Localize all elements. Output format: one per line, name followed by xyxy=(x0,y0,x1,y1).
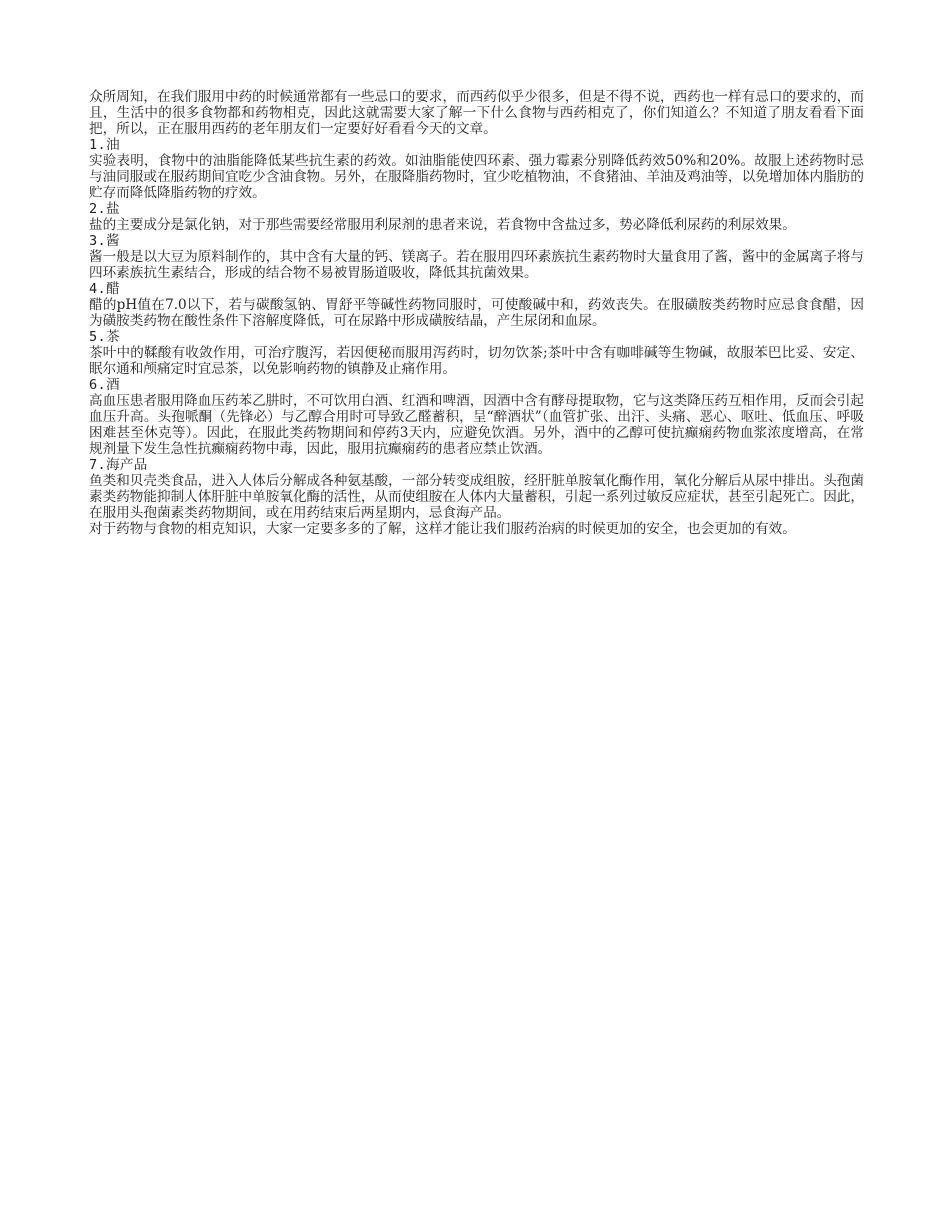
section-heading: 1.油 xyxy=(89,137,120,153)
section-heading: 2.盐 xyxy=(89,201,120,217)
section-heading: 3.酱 xyxy=(89,233,120,249)
section-heading: 4.醋 xyxy=(89,281,120,297)
conclusion-paragraph: 对于药物与食物的相克知识，大家一定要多多的了解，这样才能让我们服药治病的时候更加的安全，也会更加的有效。 xyxy=(89,521,796,537)
section-paragraph: 酱一般是以大豆为原料制作的，其中含有大量的钙、镁离子。若在服用四环素族抗生素药物时大量食用了酱，酱中的金属离子将与四环素族抗生素结合，形成的结合物不易被胃肠道吸收，降低其抗菌效果。 xyxy=(89,249,864,281)
section-heading: 7.海产品 xyxy=(89,457,148,473)
section-heading: 5.茶 xyxy=(89,329,120,345)
section-vinegar xyxy=(89,281,864,329)
section-paragraph: 高血压患者服用降血压药苯乙肼时，不可饮用白酒、红酒和啤酒，因酒中含有酵母提取物，它与这类降压药互相作用，反而会引起血压升高。头孢哌酮（先锋必）与乙醇合用时可导致乙醛蓄积，呈“醉酒状”（血管扩张、出汗、头痛、恶心、呕吐、低血压、呼吸困难甚至休克等）。因此，在服此类药物期间和停药3天内，应避免饮酒。另外，酒中的乙醇可使抗癫痫药物血浆浓度增高，在常规剂量下发生急性抗癫痫药物中毒，因此，服用抗癫痫药的患者应禁止饮酒。 xyxy=(89,393,864,457)
section-alcohol xyxy=(89,377,864,457)
section-paragraph: 茶叶中的鞣酸有收敛作用，可治疗腹泻，若因便秘而服用泻药时，切勿饮茶;茶叶中含有咖啡碱等生物碱，故服苯巴比妥、安定、眠尔通和颅痛定时宜忌茶，以免影响药物的镇静及止痛作用。 xyxy=(89,345,864,377)
section-paragraph: 醋的pH值在7.0以下，若与碳酸氢钠、胃舒平等碱性药物同服时，可使酸碱中和，药效丧失。在服磺胺类药物时应忌食食醋，因为磺胺类药物在酸性条件下溶解度降低，可在尿路中形成磺胺结晶，产生尿闭和血尿。 xyxy=(89,297,864,329)
section-heading: 6.酒 xyxy=(89,377,120,393)
section-paragraph: 鱼类和贝壳类食品，进入人体后分解成各种氨基酸，一部分转变成组胺，经肝脏单胺氧化酶作用，氧化分解后从尿中排出。头孢菌素类药物能抑制人体肝脏中单胺氧化酶的活性，从而使组胺在人体内大量蓄积，引起一系列过敏反应症状，甚至引起死亡。因此，在服用头孢菌素类药物期间，或在用药结束后两星期内，忌食海产品。 xyxy=(89,473,864,521)
section-paragraph: 实验表明，食物中的油脂能降低某些抗生素的药效。如油脂能使四环素、强力霉素分别降低药效50%和20%。故服上述药物时忌与油同服或在服药期间宜吃少含油食物。另外，在服降脂药物时，宜少吃植物油，不食猪油、羊油及鸡油等，以免增加体内脂肪的贮存而降低降脂药物的疗效。 xyxy=(89,153,864,201)
section-sauce xyxy=(89,233,864,281)
document-body xyxy=(89,89,864,537)
section-salt xyxy=(89,201,864,233)
section-tea xyxy=(89,329,864,377)
section-seafood xyxy=(89,457,864,521)
section-paragraph: 盐的主要成分是氯化钠，对于那些需要经常服用利尿剂的患者来说，若食物中含盐过多，势必降低利尿药的利尿效果。 xyxy=(89,217,796,233)
section-oil xyxy=(89,137,864,201)
intro-paragraph: 众所周知，在我们服用中药的时候通常都有一些忌口的要求，而西药似乎少很多，但是不得不说，西药也一样有忌口的要求的，而且，生活中的很多食物都和药物相克，因此这就需要大家了解一下什么食物与西药相克了，你们知道么？不知道了朋友看看下面把，所以，正在服用西药的老年朋友们一定要好好看看今天的文章。 xyxy=(89,89,864,137)
